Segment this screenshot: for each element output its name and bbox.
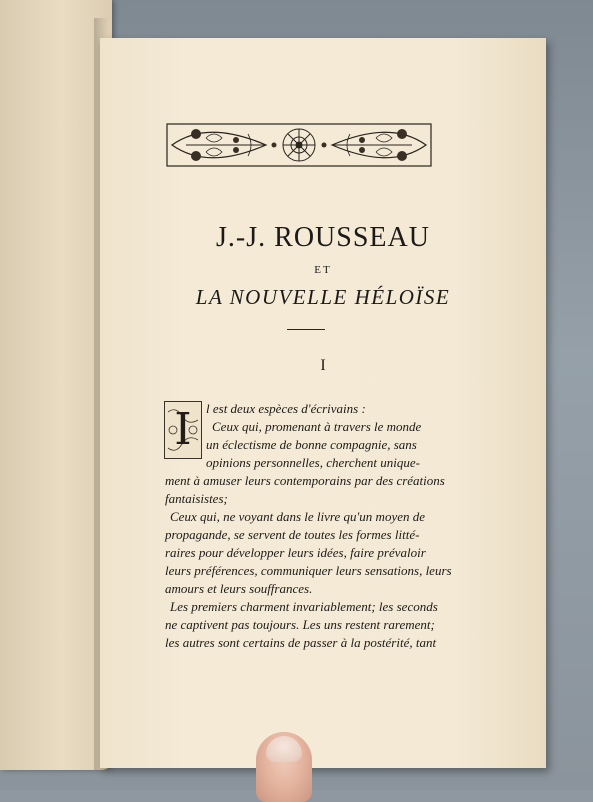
text-line: Ceux qui, ne voyant dans le livre qu'un moyen de [170, 509, 426, 524]
text-line: l est deux espèces d'écrivains : [206, 401, 366, 416]
text-line: raires pour développer leurs idées, faire prévaloir [165, 545, 426, 560]
chapter-number: I [320, 357, 326, 374]
text-line: leurs préférences, communiquer leurs sensations, leurs [165, 563, 452, 578]
text-line: un éclectisme de bonne compagnie, sans [206, 437, 417, 452]
text-line: les autres sont certains de passer à la postérité, tant [165, 635, 437, 650]
text-line: fantaisistes; [165, 491, 228, 506]
text-line: amours et leurs souffrances. [165, 581, 313, 596]
text-line: Ceux qui, promenant à travers le monde [212, 419, 422, 434]
text-line: Les premiers charment invariablement; les seconds [170, 599, 438, 614]
text-line: opinions personnelles, cherchent unique- [206, 455, 420, 470]
title-rule [287, 329, 325, 330]
drop-cap [164, 401, 202, 459]
page-title: J.-J. ROUSSEAU [216, 222, 430, 253]
drop-cap-letter: I [174, 404, 192, 455]
floral-ornament-icon [166, 120, 432, 170]
text-line: propagande, se servent de toutes les formes litté- [165, 527, 420, 542]
text-line: ne captivent pas toujours. Les uns restent rarement; [165, 617, 435, 632]
page-subtitle: LA NOUVELLE HÉLOÏSE [195, 285, 451, 309]
title-conjunction: ET [314, 264, 332, 276]
text-line: ment à amuser leurs contemporains par des créations [165, 473, 445, 488]
